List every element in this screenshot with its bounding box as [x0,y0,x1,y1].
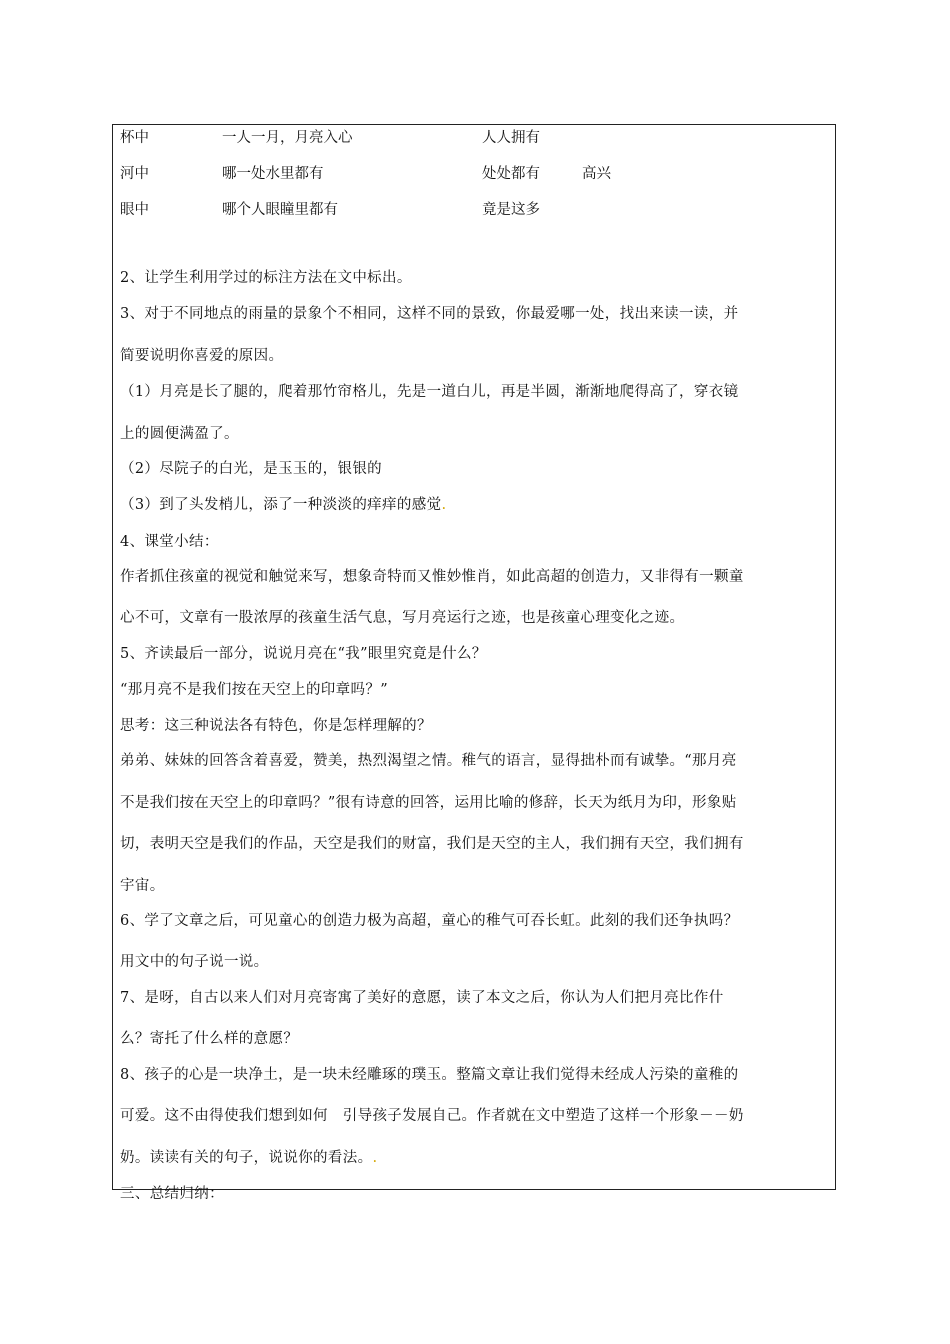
table-cell: 高兴 [582,166,611,182]
text-line-content: （3）到了头发梢儿，添了一种淡淡的痒痒的感觉 [120,497,442,513]
table-cell: 眼中 [120,202,149,218]
table-cell: 河中 [120,166,149,182]
text-line: 7、是呀，自古以来人们对月亮寄寓了美好的意愿，读了本文之后，你认为人们把月亮比作什 [120,990,724,1006]
text-line [120,495,446,515]
text-line-content: 奶。读读有关的句子，说说你的看法。 [120,1150,373,1166]
text-line: 简要说明你喜爱的原因。 [120,348,284,364]
text-line: 4、课堂小结： [120,534,219,550]
text-line: 切，表明天空是我们的作品，天空是我们的财富，我们是天空的主人，我们拥有天空，我们拥有 [120,836,744,852]
table-cell: 人人拥有 [482,130,540,146]
text-line: 5、齐读最后一部分，说说月亮在“我”眼里究竟是什么？ [120,646,487,662]
table-cell: 哪一处水里都有 [222,166,324,182]
text-line [120,1148,377,1168]
text-line: “那月亮不是我们按在天空上的印章吗？” [120,682,388,698]
table-cell: 竟是这多 [482,202,540,218]
table-cell: 处处都有 [482,166,540,182]
text-line: 不是我们按在天空上的印章吗？”很有诗意的回答，运用比喻的修辞，长天为纸月为印，形象贴 [120,795,737,811]
yellow-dot-mark: . [372,1150,378,1166]
text-line: 可爱。这不由得使我们想到如何 引导孩子发展自己。作者就在文中塑造了这样一个形象－－奶 [120,1108,744,1124]
table-cell: 杯中 [120,130,149,146]
text-line: 思考：这三种说法各有特色，你是怎样理解的？ [120,718,432,734]
text-line: 宇宙。 [120,878,165,894]
text-line: 三、总结归纳： [120,1186,224,1202]
text-line: 弟弟、妹妹的回答含着喜爱，赞美，热烈渴望之情。稚气的语言，显得拙朴而有诚挚。“那月亮 [120,753,737,769]
text-line: 8、孩子的心是一块净土，是一块未经雕琢的璞玉。整篇文章让我们觉得未经成人污染的童稚的 [120,1067,739,1083]
text-line: 用文中的句子说一说。 [120,954,269,970]
text-line: （2）尽院子的白光，是玉玉的，银银的 [120,461,383,477]
table-cell: 哪个人眼瞳里都有 [222,202,338,218]
text-line: （1）月亮是长了腿的，爬着那竹帘格儿，先是一道白儿，再是半圆，渐渐地爬得高了，穿衣镜 [120,384,739,400]
table-cell: 一人一月，月亮入心 [222,130,353,146]
text-line: 2、让学生利用学过的标注方法在文中标出。 [120,270,412,286]
text-line: 心不可，文章有一股浓厚的孩童生活气息，写月亮运行之迹，也是孩童心理变化之迹。 [120,610,685,626]
text-line: 么？寄托了什么样的意愿？ [120,1031,299,1047]
text-line: 3、对于不同地点的雨量的景象个不相同，这样不同的景致，你最爱哪一处，找出来读一读，并 [120,306,739,322]
text-line: 6、学了文章之后，可见童心的创造力极为高超，童心的稚气可吞长虹。此刻的我们还争执吗？ [120,913,739,929]
yellow-dot-mark: . [441,497,447,513]
text-line: 上的圆便满盈了。 [120,426,239,442]
text-line: 作者抓住孩童的视觉和触觉来写，想象奇特而又惟妙惟肖，如此高超的创造力，又非得有一颗童 [120,569,744,585]
